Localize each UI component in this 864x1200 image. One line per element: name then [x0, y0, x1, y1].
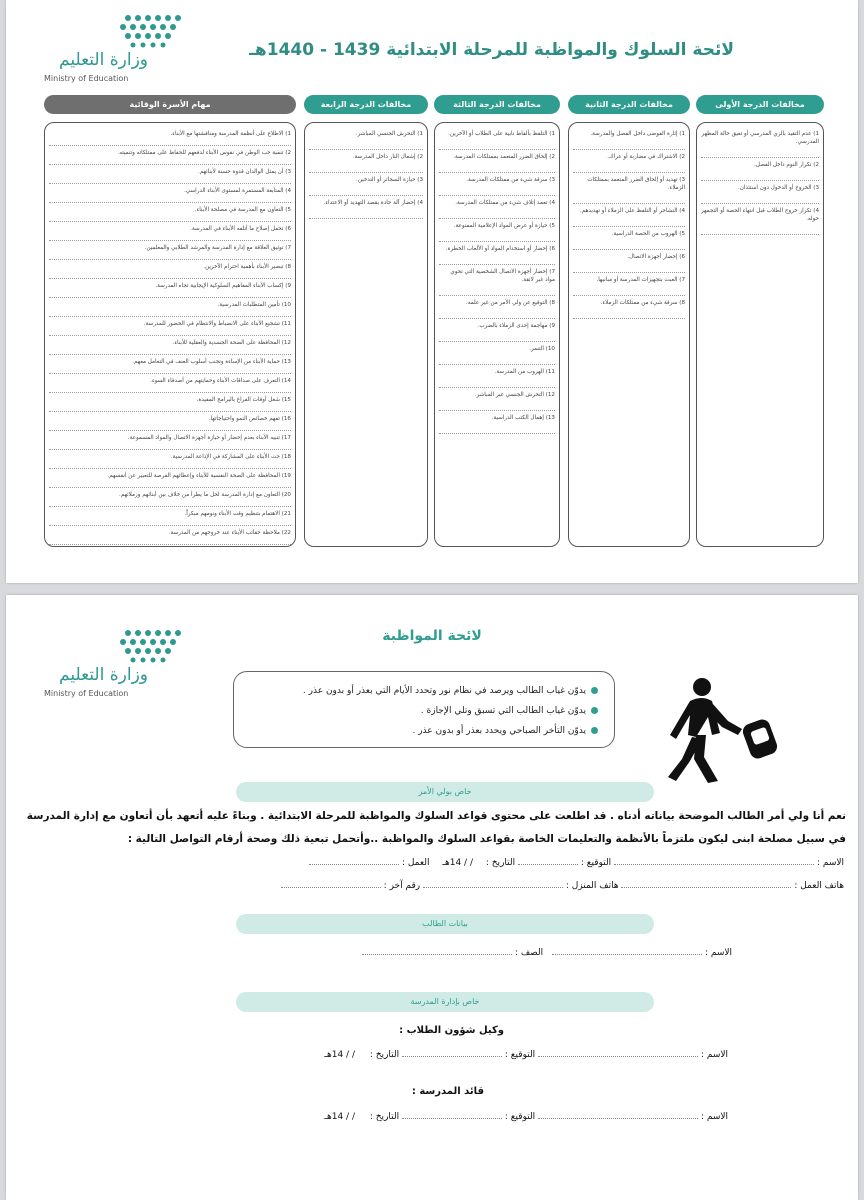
- rule-item: 3) حيازة السجائر أو التدخين.: [309, 173, 423, 196]
- duty-item: 6) تحمل إصلاح ما أتلفه الأبناء في المدرسة.: [49, 222, 291, 241]
- guardian-name-field[interactable]: [614, 855, 814, 865]
- duty-item: 13) حماية الأبناء من الإساءة وتجنب أسلوب العنف في التعامل معهم.: [49, 355, 291, 374]
- duty-item: 7) توثيق العلاقة مع إدارة المدرسة والمرشد الطلابي والمعلمين.: [49, 241, 291, 260]
- duty-item: 2) تنمية حب الوطن في نفوس الأبناء لدفعهم للحفاظ على ممتلكاته وتنميته.: [49, 146, 291, 165]
- bullet-icon: [591, 707, 598, 714]
- duty-item: 15) شغل أوقات الفراغ بالبرامج المفيدة.: [49, 393, 291, 412]
- rule-item: 2) إشعال النار داخل المدرسة.: [309, 150, 423, 173]
- student-class-field[interactable]: [362, 945, 512, 955]
- rule-item: 4) تكرار خروج الطلاب قبل انتهاء الحصة أو التجمهر حوله.: [701, 204, 819, 235]
- other-number-field[interactable]: [281, 878, 381, 888]
- duty-item: 8) تبصير الأبناء بأهمية احترام الآخرين.: [49, 260, 291, 279]
- ministry-name-ar: وزارة التعليم: [59, 665, 148, 685]
- rule-item: 3) تهديد أو إلحاق الضرر المتعمد بممتلكات الزملاء.: [573, 173, 685, 204]
- admin-row-affairs: [324, 1047, 728, 1060]
- duty-item: 11) تشجيع الأبناء على الانضباط والانتظام في الحضور للمدرسة.: [49, 317, 291, 336]
- column-degree1: [696, 122, 824, 547]
- bullet-icon: [591, 687, 598, 694]
- guardian-date-label: التاريخ :: [485, 858, 516, 868]
- duty-item: 18) حث الأبناء على المشاركة في الإذاعة المدرسية.: [49, 450, 291, 469]
- guardian-pledge-line1: نعم أنا ولي أمر الطالب الموضحة بياناته أدناه . قد اطلعت على محتوى قواعد السلوك والمواظبة للمرحلة الابتدائية . وبناءً عليه أتعهد بأن أتعاون مع إدارة المدرسة: [26, 810, 846, 822]
- rule-item: 9) مهاجمة إحدى الزملاء بالضرب.: [439, 319, 555, 342]
- bullet-icon: [591, 727, 598, 734]
- admin-principal-name-field[interactable]: [538, 1109, 698, 1119]
- ministry-name-en: Ministry of Education: [44, 74, 129, 83]
- page-behavior-rules: [6, 0, 858, 583]
- work-phone-label: هاتف العمل :: [794, 881, 844, 891]
- student-walking-icon: [646, 677, 796, 785]
- attendance-notice-box: [233, 671, 615, 748]
- admin-row-principal: [324, 1109, 728, 1122]
- notice-item: يدوّن غياب الطالب التي تسبق وتلي الإجازة .: [303, 701, 598, 721]
- rule-item: 7) العبث بتجهيزات المدرسة أو مبانيها.: [573, 273, 685, 296]
- admin-date-value: / / 14هـ: [324, 1050, 355, 1060]
- ministry-name-en: Ministry of Education: [44, 689, 129, 698]
- guardian-job-field[interactable]: [309, 855, 399, 865]
- admin-date-label: التاريخ :: [369, 1112, 400, 1122]
- rule-item: 2) إلحاق الضرر المتعمد بممتلكات المدرسة.: [439, 150, 555, 173]
- rule-item: 2) الاشتراك في مضاربة أو عراك.: [573, 150, 685, 173]
- notice-item: يدوّن التأخر الصباحي ويحدد بعذر أو بدون عذر .: [303, 721, 598, 741]
- column-degree4: [304, 122, 428, 547]
- rule-item: 2) تكرار النوم داخل الفصل.: [701, 158, 819, 181]
- column-header-degree4: مخالفات الدرجة الرابعة: [304, 95, 428, 114]
- logo-dots-icon: [76, 12, 186, 52]
- guardian-date-value: / / 14هـ: [442, 858, 473, 868]
- duty-item: 20) التعاون مع إدارة المدرسة لحل ما يطرأ من خلاف بين أبنائهم وزملائهم.: [49, 488, 291, 507]
- rule-item: 10) التنمر.: [439, 342, 555, 365]
- column-degree3: [434, 122, 560, 547]
- rule-item: 1) عدم التقيد بالزي المدرسي أو تعيق حالة المظهر المدرسي.: [701, 127, 819, 158]
- admin-signature-label: التوقيع :: [504, 1112, 536, 1122]
- rule-item: 5) حيازة أو عرض المواد الإعلامية الممنوعة.: [439, 219, 555, 242]
- rule-item: 3) الخروج أو الدخول دون استئذان.: [701, 181, 819, 204]
- rule-item: 5) الهروب من الحصة الدراسية.: [573, 227, 685, 250]
- guardian-pledge-line2: في سبيل مصلحة ابنى ليكون ملتزماً بالأنظمة والتعليمات الخاصة بقواعد السلوك والمواظبة ..وأتحمل تبعية ذلك وصحة أرقام التواصل التالية :: [127, 833, 846, 845]
- column-header-degree3: مخالفات الدرجة الثالثة: [434, 95, 560, 114]
- duty-item: 4) المتابعة المستمرة لمستوى الأبناء الدراسي.: [49, 184, 291, 203]
- guardian-signature-field[interactable]: [518, 855, 578, 865]
- section-band-guardian: خاص بولي الأمر: [236, 782, 654, 802]
- duty-item: 19) المحافظة على الصحة النفسية للأبناء وإعطائهم الفرصة للتعبير عن أنفسهم.: [49, 469, 291, 488]
- guardian-name-label: الاسم :: [816, 858, 844, 868]
- duty-item: 1) الاطلاع على أنظمة المدرسة ومناقشتها مع الأبناء.: [49, 127, 291, 146]
- rule-item: 6) إحضار أجهزة الاتصال.: [573, 250, 685, 273]
- section-band-student: بيانات الطالب: [236, 914, 654, 934]
- duty-item: 21) الاهتمام بتنظيم وقت الأبناء ونومهم مبكراً.: [49, 507, 291, 526]
- rule-item: 1) التحرش الجنسي المباشر.: [309, 127, 423, 150]
- admin-date-label: التاريخ :: [369, 1050, 400, 1060]
- guardian-signature-label: التوقيع :: [580, 858, 612, 868]
- admin-affairs-signature-field[interactable]: [402, 1047, 502, 1057]
- notice-item: يدوّن غياب الطالب ويرصد في نظام نور وتحدد الأيام التي بعذر أو بدون عذر .: [303, 681, 598, 701]
- attendance-title: لائحة المواظبة: [382, 628, 482, 644]
- rule-item: 4) إحضار آلة حادة بقصد التهديد أو الاعتداء.: [309, 196, 423, 219]
- rule-item: 8) سرقة شيء من ممتلكات الزملاء.: [573, 296, 685, 319]
- duty-item: 9) إكساب الأبناء المفاهيم السلوكية الإيجابية تجاه المدرسة.: [49, 279, 291, 298]
- student-name-label: الاسم :: [704, 948, 732, 958]
- page-attendance-rules: [6, 595, 858, 1200]
- student-name-field[interactable]: [552, 945, 702, 955]
- column-degree2: [568, 122, 690, 547]
- rule-item: 1) التلفظ بألفاظ نابية على الطلاب أو الآخرين.: [439, 127, 555, 150]
- duty-item: 17) تنبيه الأبناء بعدم إحضار أو حيازة أجهزة الاتصال والمواد المسموعة.: [49, 431, 291, 450]
- column-header-degree1: مخالفات الدرجة الأولى: [696, 95, 824, 114]
- rule-item: 6) إحضار أو استخدام المواد أو الألعاب الخطرة.: [439, 242, 555, 265]
- duty-item: 5) التعاون مع المدرسة في مصلحة الأبناء.: [49, 203, 291, 222]
- home-phone-field[interactable]: [423, 878, 563, 888]
- rule-item: 11) الهروب من المدرسة.: [439, 365, 555, 388]
- rule-item: 12) التحرش الجنسي غير المباشر.: [439, 388, 555, 411]
- column-header-family-duties: مهام الأسرة الوقائية: [44, 95, 296, 114]
- section-band-admin: خاص بإدارة المدرسة: [236, 992, 654, 1012]
- admin-name-label: الاسم :: [700, 1112, 728, 1122]
- rule-item: 4) تعمد إتلاف شيء من ممتلكات المدرسة.: [439, 196, 555, 219]
- student-class-label: الصف :: [514, 948, 544, 958]
- admin-role-affairs: وكيل شؤون الطلاب :: [399, 1025, 504, 1036]
- other-number-label: رقم آخر :: [383, 881, 421, 891]
- duty-item: 12) المحافظة على الصحة الجسدية والعقلية للأبناء.: [49, 336, 291, 355]
- admin-principal-signature-field[interactable]: [402, 1109, 502, 1119]
- admin-date-value: / / 14هـ: [324, 1112, 355, 1122]
- rule-item: 13) إهمال الكتب الدراسية.: [439, 411, 555, 434]
- rule-item: 8) التوقيع عن ولي الأمر من غير علمه.: [439, 296, 555, 319]
- admin-affairs-name-field[interactable]: [538, 1047, 698, 1057]
- duty-item: 16) تفهم خصائص النمو واحتياجاتها.: [49, 412, 291, 431]
- guardian-job-label: العمل :: [401, 858, 430, 868]
- duty-item: 22) ملاحظة حقائب الأبناء عند خروجهم من المدرسة.: [49, 526, 291, 545]
- work-phone-field[interactable]: [621, 878, 791, 888]
- rule-item: 7) إحضار أجهزة الاتصال الشخصية التي تحوي مواد غير لائقة.: [439, 265, 555, 296]
- duty-item: 14) التعرف على صداقات الأبناء وحمايتهم من أصدقاء السوء.: [49, 374, 291, 393]
- duty-item: 3) أن يمثل الوالدان قدوة حسنة لأبنائهم.: [49, 165, 291, 184]
- home-phone-label: هاتف المنزل :: [565, 881, 619, 891]
- rule-item: 3) سرقة شيء من ممتلكات المدرسة.: [439, 173, 555, 196]
- rule-item: 1) إثارة الفوضى داخل الفصل والمدرسة.: [573, 127, 685, 150]
- student-row: [362, 945, 732, 958]
- column-family-duties: [44, 122, 296, 547]
- admin-role-principal: قائد المدرسة :: [411, 1086, 484, 1097]
- rule-item: 4) التشاجر أو التلفظ على الزملاء أو تهديدهم.: [573, 204, 685, 227]
- guardian-row-1: [309, 855, 844, 868]
- ministry-name-ar: وزارة التعليم: [59, 50, 148, 70]
- admin-signature-label: التوقيع :: [504, 1050, 536, 1060]
- column-header-degree2: مخالفات الدرجة الثانية: [568, 95, 690, 114]
- duty-item: 10) تأمين المتطلبات المدرسية.: [49, 298, 291, 317]
- guardian-row-2: [281, 878, 844, 891]
- page-title: لائحة السلوك والمواظبة للمرحلة الابتدائية 1439 - 1440هـ: [249, 40, 734, 60]
- admin-name-label: الاسم :: [700, 1050, 728, 1060]
